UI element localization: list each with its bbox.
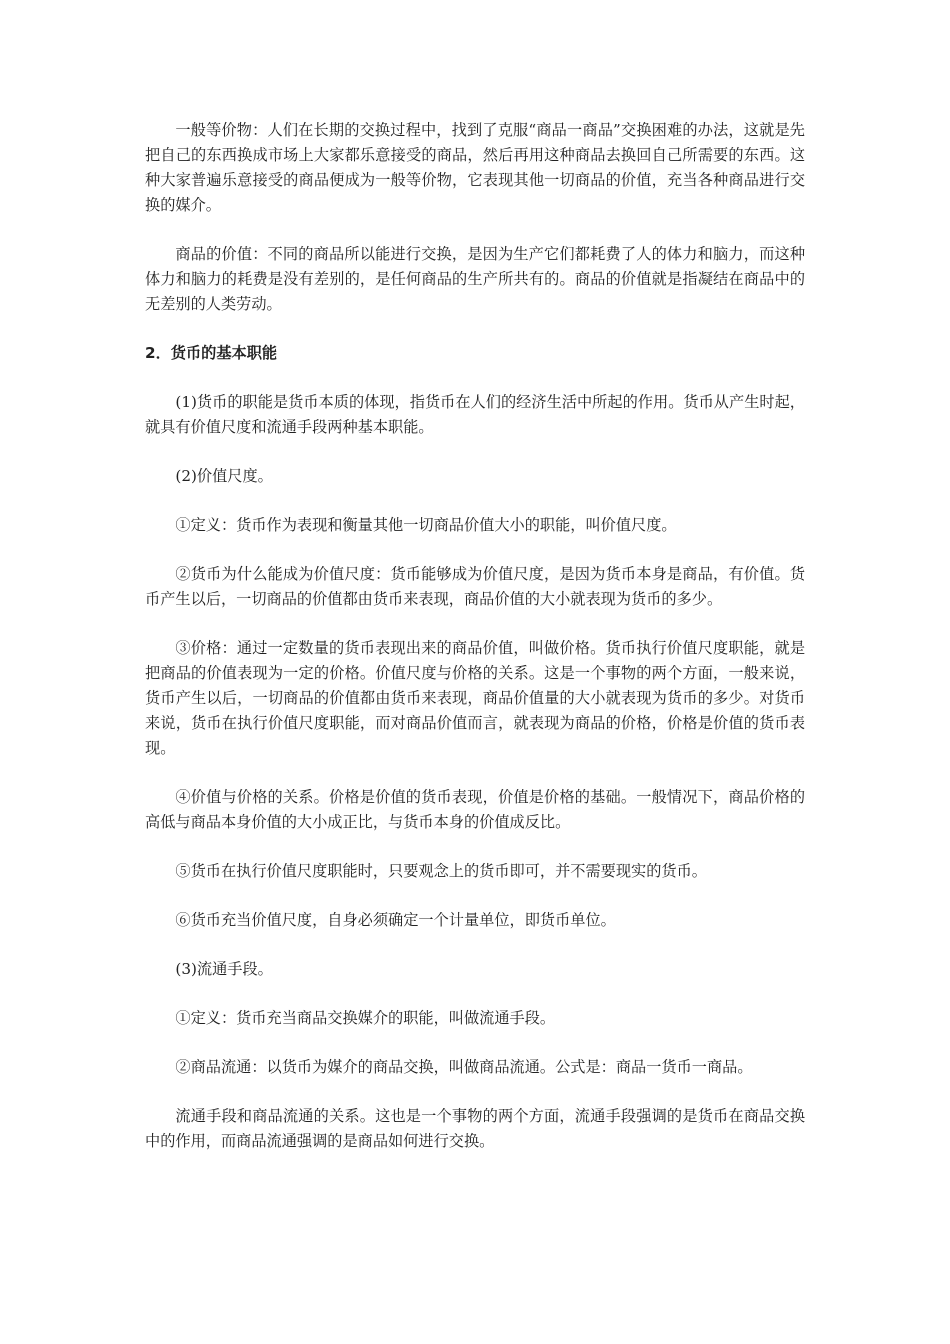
paragraph-value-measure-title: (2)价值尺度。 [175,467,273,485]
paragraph-why-value-measure: ②货币为什么能成为价值尺度：货币能够成为价值尺度，是因为货币本身是商品，有价值。货币产生以后，一切商品的价值都由货币来表现，商品价值的大小就表现为货币的多少。 [145,565,805,608]
paragraph-general-equivalent: 一般等价物：人们在长期的交换过程中，找到了克服“商品一商品”交换困难的办法，这就是先把自己的东西换成市场上大家都乐意接受的商品，然后再用这种商品去换回自己所需要的东西。这种大家普遍乐意接受的商品便成为一般等价物，它表现其他一切商品的价值，充当各种商品进行交换的媒介。 [145,121,805,214]
paragraph-money-unit: ⑥货币充当价值尺度，自身必须确定一个计量单位，即货币单位。 [175,911,616,929]
paragraph-money-functions: (1)货币的职能是货币本质的体现，指货币在人们的经济生活中所起的作用。货币从产生时起，就具有价值尺度和流通手段两种基本职能。 [145,393,805,436]
paragraph-price: ③价格：通过一定数量的货币表现出来的商品价值，叫做价格。货币执行价值尺度职能，就是把商品的价值表现为一定的价格。价值尺度与价格的关系。这是一个事物的两个方面，一般来说，货币产生以后，一切商品的价值都由货币来表现，商品价值量的大小就表现为货币的多少。对货币来说，货币在执行价值尺度职能，而对商品价值而言，就表现为商品的价格，价格是价值的货币表现。 [145,639,805,757]
paragraph-value-price-relation: ④价值与价格的关系。价格是价值的货币表现，价值是价格的基础。一般情况下，商品价格的高低与商品本身价值的大小成正比，与货币本身的价值成反比。 [145,788,805,831]
paragraph-commodity-value: 商品的价值：不同的商品所以能进行交换，是因为生产它们都耗费了人的体力和脑力，而这种体力和脑力的耗费是没有差别的，是任何商品的生产所共有的。商品的价值就是指凝结在商品中的无差别的人类劳动。 [145,245,805,313]
paragraph-circulation-title: (3)流通手段。 [175,960,273,978]
paragraph-circulation-definition: ①定义：货币充当商品交换媒介的职能，叫做流通手段。 [175,1009,556,1027]
paragraph-ideal-money: ⑤货币在执行价值尺度职能时，只要观念上的货币即可，并不需要现实的货币。 [175,862,707,880]
paragraph-commodity-circulation: ②商品流通：以货币为媒介的商品交换，叫做商品流通。公式是：商品一货币一商品。 [175,1058,753,1076]
document-page [145,118,805,1178]
paragraph-value-measure-definition: ①定义：货币作为表现和衡量其他一切商品价值大小的职能，叫价值尺度。 [175,516,677,534]
section-heading: 2．货币的基本职能 [145,344,278,362]
paragraph-circulation-relation: 流通手段和商品流通的关系。这也是一个事物的两个方面，流通手段强调的是货币在商品交换中的作用，而商品流通强调的是商品如何进行交换。 [145,1107,805,1150]
